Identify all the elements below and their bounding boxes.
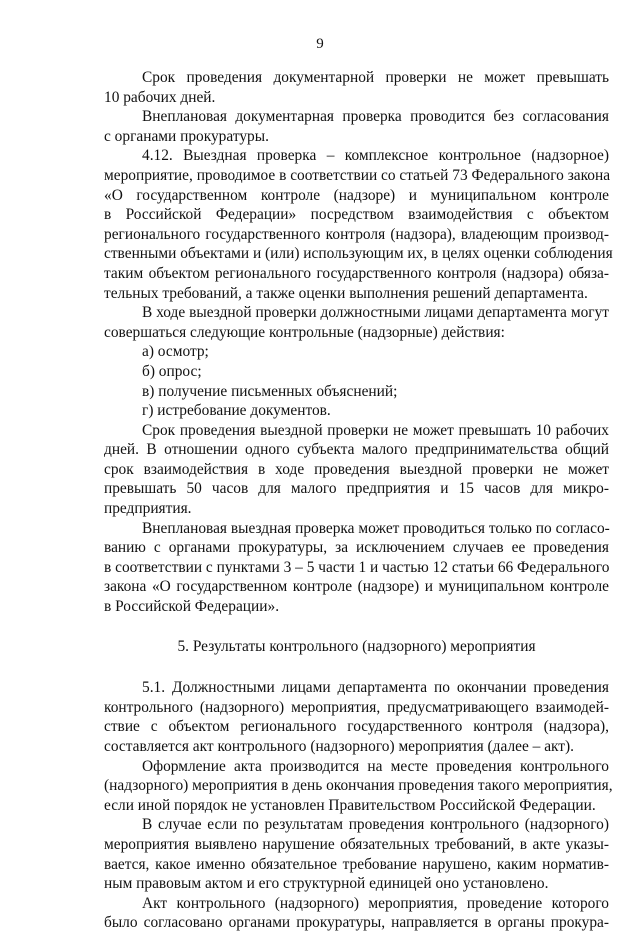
text-line: в соответствии с пунктами 3 – 5 части 1 и частью 12 статьи 66 Федерального: [104, 558, 610, 576]
text-line: ванию с органами прокуратуры, за исключением случаев ее проведения: [104, 539, 609, 557]
text-line: В ходе выездной проверки должностными лицами департамента могут: [142, 304, 609, 322]
paragraph: [104, 815, 609, 893]
section-heading: 5. Результаты контрольного (надзорного) мероприятия: [177, 637, 536, 655]
paragraph: [104, 757, 613, 816]
text-line: мероприятие, проводимое в соответствии со статьей 73 Федерального закона: [104, 166, 611, 184]
paragraph: [104, 894, 609, 933]
text-line: мероприятия выявлено нарушение обязательных требований, в акте указы-: [104, 835, 609, 853]
text-line: 10 рабочих дней.: [104, 88, 216, 106]
text-line: Срок проведения выездной проверки не может превышать 10 рабочих: [142, 421, 609, 439]
section-gap: [104, 656, 609, 678]
paragraph: [104, 421, 609, 519]
text-line: Внеплановая выездная проверка может проводиться только по согласо-: [142, 519, 610, 537]
text-line: 5.1. Должностными лицами департамента по окончании проведения: [142, 679, 609, 697]
text-line: в) получение письменных объяснений;: [142, 382, 398, 400]
text-line: составляется акт контрольного (надзорного) мероприятия (далее – акт).: [104, 738, 574, 755]
paragraph: [104, 146, 613, 303]
section-gap: [104, 617, 609, 637]
text-line: а) осмотр;: [142, 343, 209, 361]
text-line: в Российской Федерации».: [104, 598, 280, 616]
text-line: тельных требований, а также оценки выполнения решений департамента.: [104, 284, 588, 302]
text-line: ствие с объектом регионального государственного контроля (надзора),: [104, 718, 609, 736]
text-line: вается, какое именно обязательное требование нарушено, каким норматив-: [104, 855, 609, 873]
text-line: «О государственном контроле (надзоре) и муниципальном контроле: [104, 186, 609, 204]
paragraph: [104, 68, 609, 107]
page-number: 9: [316, 36, 324, 52]
text-line: В случае если по результатам проведения контрольного (надзорного): [142, 816, 609, 834]
text-line: Срок проведения документарной проверки не может превышать: [142, 69, 609, 86]
text-line: в Российской Федерации» посредством взаимодействия с объектом: [104, 206, 609, 224]
document-body: [104, 68, 613, 933]
text-line: контрольного (надзорного) мероприятия, предусматривающего взаимодей-: [104, 698, 609, 716]
text-line: таким объектом регионального государственного контроля (надзора) обяза-: [104, 264, 609, 282]
text-line: если иной порядок не установлен Правительством Российской Федерации.: [104, 796, 596, 814]
paragraph: [104, 362, 609, 382]
paragraph: [104, 303, 609, 342]
text-line: совершаться следующие контрольные (надзорные) действия:: [104, 323, 505, 341]
text-line: превышать 50 часов для малого предприятия и 15 часов для микро-: [104, 480, 609, 498]
text-line: было согласовано органами прокуратуры, направляется в органы прокура-: [104, 914, 609, 932]
text-line: 4.12. Выездная проверка – комплексное контрольное (надзорное): [142, 147, 609, 165]
text-line: предприятия.: [104, 500, 192, 518]
text-line: Акт контрольного (надзорного) мероприятия, проведение которого: [142, 894, 609, 912]
paragraph: [104, 342, 609, 362]
paragraph: [104, 401, 609, 421]
paragraph: [104, 678, 609, 756]
paragraph: [104, 107, 609, 146]
text-line: дней. В отношении одного субъекта малого предпринимательства общий: [104, 441, 609, 459]
text-line: г) истребование документов.: [142, 402, 331, 420]
text-line: с органами прокуратуры.: [104, 127, 269, 145]
text-line: регионального государственного контроля (надзора), владеющим производ-: [104, 225, 609, 243]
text-line: Оформление акта производится на месте проведения контрольного: [142, 757, 609, 775]
paragraph: [104, 519, 609, 617]
text-line: (надзорного) мероприятия в день окончания проведения такого мероприятия,: [104, 777, 613, 795]
text-line: закона «О государственном контроле (надзоре) и муниципальном контроле: [104, 578, 609, 596]
text-line: б) опрос;: [142, 362, 202, 380]
text-line: ным правовым актом и его структурной единицей оно установлено.: [104, 875, 549, 893]
text-line: Внеплановая документарная проверка проводится без согласования: [142, 108, 609, 126]
text-line: ственными объектами и (или) использующим их, в целях оценки соблюдения: [104, 245, 613, 263]
text-line: срок взаимодействия в ходе проведения выездной проверки не может: [104, 460, 609, 478]
paragraph: [104, 382, 609, 402]
